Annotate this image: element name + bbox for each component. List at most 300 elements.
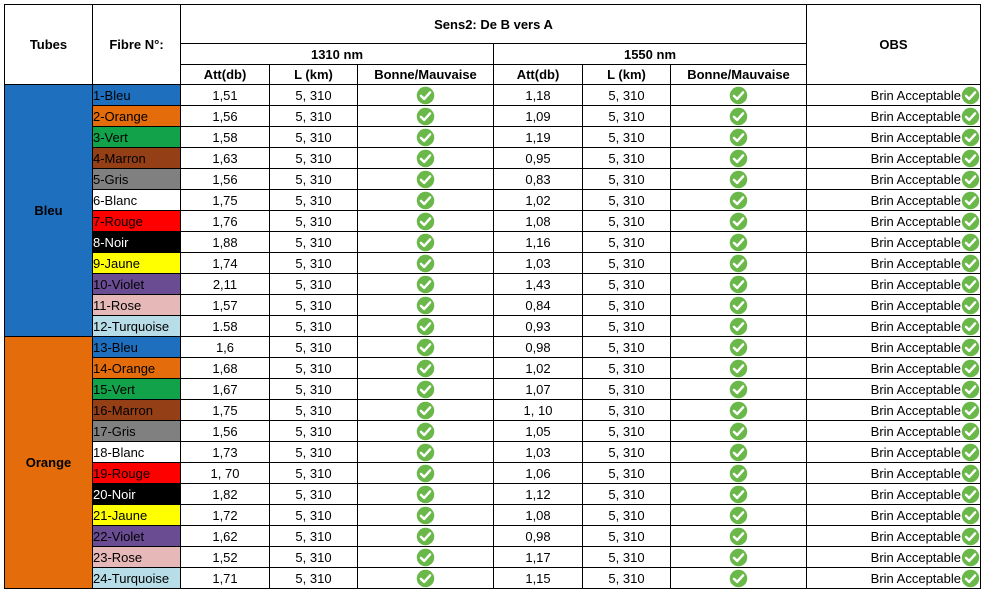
quality-1550-status — [671, 484, 807, 505]
quality-1550-status — [671, 337, 807, 358]
table-row — [5, 442, 981, 463]
att-1310-value: 1,56 — [181, 106, 270, 127]
check-circle-icon — [729, 212, 748, 231]
obs-cell — [807, 484, 981, 505]
length-1550-value: 5, 310 — [583, 316, 671, 337]
obs-text: Brin Acceptable — [870, 255, 961, 271]
obs-text: Brin Acceptable — [870, 381, 961, 397]
fiber-label: 19-Rouge — [93, 463, 181, 484]
table-row — [5, 169, 981, 190]
length-1550-value: 5, 310 — [583, 253, 671, 274]
check-circle-icon — [416, 422, 435, 441]
check-circle-icon — [961, 380, 980, 399]
obs-cell — [807, 337, 981, 358]
fiber-label: 7-Rouge — [93, 211, 181, 232]
check-circle-icon — [416, 128, 435, 147]
obs-text: Brin Acceptable — [870, 234, 961, 250]
obs-cell — [807, 316, 981, 337]
att-1550-value: 1,03 — [494, 253, 583, 274]
quality-1550-header: Bonne/Mauvaise — [671, 65, 807, 85]
obs-cell — [807, 547, 981, 568]
att-1550-value: 1,16 — [494, 232, 583, 253]
length-1310-value: 5, 310 — [270, 253, 358, 274]
obs-cell — [807, 190, 981, 211]
check-circle-icon — [416, 443, 435, 462]
check-circle-icon — [729, 401, 748, 420]
quality-1550-status — [671, 316, 807, 337]
quality-1550-status — [671, 253, 807, 274]
check-circle-icon — [416, 527, 435, 546]
fiber-label: 6-Blanc — [93, 190, 181, 211]
obs-cell — [807, 463, 981, 484]
quality-1310-status — [358, 358, 494, 379]
quality-1550-status — [671, 190, 807, 211]
obs-text: Brin Acceptable — [870, 297, 961, 313]
length-1550-value: 5, 310 — [583, 232, 671, 253]
table-row — [5, 547, 981, 568]
att-1550-value: 1,07 — [494, 379, 583, 400]
quality-1310-status — [358, 253, 494, 274]
obs-text: Brin Acceptable — [870, 465, 961, 481]
quality-1310-status — [358, 106, 494, 127]
length-1310-value: 5, 310 — [270, 358, 358, 379]
att-1310-value: 1,63 — [181, 148, 270, 169]
tube-bleu: Bleu — [5, 85, 93, 337]
table-row — [5, 400, 981, 421]
length-1550-value: 5, 310 — [583, 463, 671, 484]
obs-cell — [807, 379, 981, 400]
quality-1310-status — [358, 484, 494, 505]
att-1310-value: 1,56 — [181, 169, 270, 190]
table-row — [5, 484, 981, 505]
length-1310-value: 5, 310 — [270, 127, 358, 148]
check-circle-icon — [961, 128, 980, 147]
quality-1550-status — [671, 211, 807, 232]
table-row — [5, 379, 981, 400]
length-1310-value: 5, 310 — [270, 400, 358, 421]
check-circle-icon — [961, 86, 980, 105]
att-1550-value: 0,83 — [494, 169, 583, 190]
quality-1310-status — [358, 463, 494, 484]
obs-text: Brin Acceptable — [870, 87, 961, 103]
table-row — [5, 127, 981, 148]
check-circle-icon — [961, 464, 980, 483]
att-1550-value: 1, 10 — [494, 400, 583, 421]
fiber-label: 9-Jaune — [93, 253, 181, 274]
length-1550-value: 5, 310 — [583, 169, 671, 190]
obs-text: Brin Acceptable — [870, 528, 961, 544]
table-row — [5, 148, 981, 169]
obs-cell — [807, 274, 981, 295]
fiber-label: 10-Violet — [93, 274, 181, 295]
fiber-label: 22-Violet — [93, 526, 181, 547]
length-1550-value: 5, 310 — [583, 106, 671, 127]
obs-cell — [807, 400, 981, 421]
quality-1310-status — [358, 442, 494, 463]
att-1310-value: 1,76 — [181, 211, 270, 232]
obs-cell — [807, 85, 981, 106]
length-1310-value: 5, 310 — [270, 421, 358, 442]
att-1550-value: 1,15 — [494, 568, 583, 589]
quality-1550-status — [671, 379, 807, 400]
att-1550-value: 0,84 — [494, 295, 583, 316]
quality-1550-status — [671, 568, 807, 589]
quality-1550-status — [671, 274, 807, 295]
check-circle-icon — [961, 401, 980, 420]
att-1550-value: 1,05 — [494, 421, 583, 442]
check-circle-icon — [961, 107, 980, 126]
check-circle-icon — [961, 296, 980, 315]
length-1310-value: 5, 310 — [270, 337, 358, 358]
check-circle-icon — [961, 149, 980, 168]
check-circle-icon — [729, 275, 748, 294]
check-circle-icon — [729, 548, 748, 567]
check-circle-icon — [729, 254, 748, 273]
table-row — [5, 421, 981, 442]
quality-1310-status — [358, 295, 494, 316]
fiber-label: 11-Rose — [93, 295, 181, 316]
check-circle-icon — [729, 338, 748, 357]
check-circle-icon — [961, 170, 980, 189]
check-circle-icon — [961, 233, 980, 252]
check-circle-icon — [416, 506, 435, 525]
quality-1550-status — [671, 421, 807, 442]
quality-1550-status — [671, 463, 807, 484]
length-1310-value: 5, 310 — [270, 295, 358, 316]
obs-text: Brin Acceptable — [870, 486, 961, 502]
att-1310-value: 1,75 — [181, 190, 270, 211]
table-row — [5, 106, 981, 127]
length-1310-value: 5, 310 — [270, 232, 358, 253]
obs-cell — [807, 232, 981, 253]
obs-text: Brin Acceptable — [870, 129, 961, 145]
quality-1310-status — [358, 127, 494, 148]
obs-text: Brin Acceptable — [870, 108, 961, 124]
att-1310-value: 1,67 — [181, 379, 270, 400]
fiber-label: 1-Bleu — [93, 85, 181, 106]
att-1310-value: 1,58 — [181, 127, 270, 148]
check-circle-icon — [729, 86, 748, 105]
att-1310-value: 1,88 — [181, 232, 270, 253]
check-circle-icon — [729, 359, 748, 378]
fiber-label: 21-Jaune — [93, 505, 181, 526]
length-1310-header: L (km) — [270, 65, 358, 85]
quality-1310-status — [358, 421, 494, 442]
quality-1310-status — [358, 190, 494, 211]
check-circle-icon — [961, 317, 980, 336]
quality-1310-status — [358, 379, 494, 400]
length-1550-value: 5, 310 — [583, 442, 671, 463]
obs-cell — [807, 442, 981, 463]
obs-cell — [807, 526, 981, 547]
att-1550-value: 0,98 — [494, 526, 583, 547]
check-circle-icon — [961, 191, 980, 210]
obs-cell — [807, 148, 981, 169]
check-circle-icon — [961, 338, 980, 357]
check-circle-icon — [729, 443, 748, 462]
att-1310-value: 2,11 — [181, 274, 270, 295]
att-1550-value: 1,19 — [494, 127, 583, 148]
obs-text: Brin Acceptable — [870, 423, 961, 439]
obs-text: Brin Acceptable — [870, 570, 961, 586]
length-1310-value: 5, 310 — [270, 526, 358, 547]
att-1550-value: 1,06 — [494, 463, 583, 484]
att-1550-value: 1,17 — [494, 547, 583, 568]
quality-1550-status — [671, 358, 807, 379]
att-1310-value: 1.58 — [181, 316, 270, 337]
length-1550-value: 5, 310 — [583, 358, 671, 379]
quality-1310-status — [358, 211, 494, 232]
table-row — [5, 85, 981, 106]
check-circle-icon — [416, 380, 435, 399]
check-circle-icon — [729, 506, 748, 525]
length-1550-header: L (km) — [583, 65, 671, 85]
obs-cell — [807, 253, 981, 274]
att-1550-value: 0,95 — [494, 148, 583, 169]
obs-text: Brin Acceptable — [870, 360, 961, 376]
table-row — [5, 274, 981, 295]
check-circle-icon — [729, 527, 748, 546]
obs-text: Brin Acceptable — [870, 171, 961, 187]
quality-1550-status — [671, 526, 807, 547]
length-1550-value: 5, 310 — [583, 421, 671, 442]
att-1550-value: 1,02 — [494, 358, 583, 379]
check-circle-icon — [416, 149, 435, 168]
check-circle-icon — [416, 569, 435, 588]
att-1310-value: 1,51 — [181, 85, 270, 106]
length-1550-value: 5, 310 — [583, 337, 671, 358]
length-1550-value: 5, 310 — [583, 547, 671, 568]
tubes-header: Tubes — [5, 5, 93, 85]
obs-cell — [807, 211, 981, 232]
check-circle-icon — [961, 212, 980, 231]
quality-1310-status — [358, 400, 494, 421]
length-1550-value: 5, 310 — [583, 526, 671, 547]
wavelength-1550-header: 1550 nm — [494, 44, 807, 65]
length-1310-value: 5, 310 — [270, 274, 358, 295]
length-1310-value: 5, 310 — [270, 85, 358, 106]
quality-1310-status — [358, 148, 494, 169]
att-1310-value: 1,52 — [181, 547, 270, 568]
length-1310-value: 5, 310 — [270, 568, 358, 589]
check-circle-icon — [729, 317, 748, 336]
att-1310-value: 1,62 — [181, 526, 270, 547]
quality-1310-status — [358, 169, 494, 190]
obs-text: Brin Acceptable — [870, 507, 961, 523]
quality-1310-status — [358, 568, 494, 589]
length-1310-value: 5, 310 — [270, 547, 358, 568]
check-circle-icon — [416, 401, 435, 420]
check-circle-icon — [729, 107, 748, 126]
length-1310-value: 5, 310 — [270, 316, 358, 337]
fiber-measurement-table — [4, 4, 981, 589]
fiber-label: 3-Vert — [93, 127, 181, 148]
check-circle-icon — [416, 464, 435, 483]
table-row — [5, 190, 981, 211]
quality-1550-status — [671, 400, 807, 421]
att-1310-value: 1,68 — [181, 358, 270, 379]
check-circle-icon — [416, 338, 435, 357]
table-row — [5, 295, 981, 316]
length-1550-value: 5, 310 — [583, 127, 671, 148]
check-circle-icon — [961, 443, 980, 462]
table-row — [5, 505, 981, 526]
att-1550-value: 0,93 — [494, 316, 583, 337]
check-circle-icon — [416, 212, 435, 231]
fiber-label: 5-Gris — [93, 169, 181, 190]
att-1550-value: 1,09 — [494, 106, 583, 127]
att-1310-value: 1,71 — [181, 568, 270, 589]
length-1550-value: 5, 310 — [583, 211, 671, 232]
length-1310-value: 5, 310 — [270, 379, 358, 400]
length-1550-value: 5, 310 — [583, 148, 671, 169]
length-1550-value: 5, 310 — [583, 190, 671, 211]
length-1310-value: 5, 310 — [270, 106, 358, 127]
quality-1550-status — [671, 505, 807, 526]
quality-1550-status — [671, 295, 807, 316]
check-circle-icon — [729, 296, 748, 315]
obs-text: Brin Acceptable — [870, 444, 961, 460]
check-circle-icon — [961, 485, 980, 504]
check-circle-icon — [729, 464, 748, 483]
quality-1550-status — [671, 169, 807, 190]
length-1550-value: 5, 310 — [583, 484, 671, 505]
length-1550-value: 5, 310 — [583, 85, 671, 106]
check-circle-icon — [416, 191, 435, 210]
obs-header: OBS — [807, 5, 981, 85]
obs-text: Brin Acceptable — [870, 150, 961, 166]
att-1310-value: 1,72 — [181, 505, 270, 526]
table-body — [5, 85, 981, 589]
obs-cell — [807, 505, 981, 526]
length-1310-value: 5, 310 — [270, 484, 358, 505]
check-circle-icon — [729, 170, 748, 189]
quality-1310-status — [358, 316, 494, 337]
check-circle-icon — [961, 506, 980, 525]
att-1550-value: 1,03 — [494, 442, 583, 463]
length-1310-value: 5, 310 — [270, 505, 358, 526]
check-circle-icon — [961, 254, 980, 273]
length-1310-value: 5, 310 — [270, 148, 358, 169]
obs-text: Brin Acceptable — [870, 276, 961, 292]
fiber-label: 13-Bleu — [93, 337, 181, 358]
att-1550-value: 0,98 — [494, 337, 583, 358]
length-1310-value: 5, 310 — [270, 442, 358, 463]
length-1310-value: 5, 310 — [270, 211, 358, 232]
att-1310-value: 1,82 — [181, 484, 270, 505]
check-circle-icon — [729, 149, 748, 168]
quality-1310-status — [358, 274, 494, 295]
tube-orange: Orange — [5, 337, 93, 589]
table-row — [5, 253, 981, 274]
check-circle-icon — [416, 107, 435, 126]
table-row — [5, 232, 981, 253]
att-1550-value: 1,43 — [494, 274, 583, 295]
att-1550-value: 1,18 — [494, 85, 583, 106]
fiber-label: 18-Blanc — [93, 442, 181, 463]
fiber-label: 24-Turquoise — [93, 568, 181, 589]
check-circle-icon — [729, 485, 748, 504]
check-circle-icon — [729, 569, 748, 588]
check-circle-icon — [961, 569, 980, 588]
fiber-label: 17-Gris — [93, 421, 181, 442]
quality-1310-status — [358, 337, 494, 358]
quality-1550-status — [671, 148, 807, 169]
check-circle-icon — [729, 128, 748, 147]
att-1550-header: Att(db) — [494, 65, 583, 85]
length-1310-value: 5, 310 — [270, 190, 358, 211]
wavelength-1310-header: 1310 nm — [181, 44, 494, 65]
obs-text: Brin Acceptable — [870, 339, 961, 355]
obs-cell — [807, 127, 981, 148]
att-1310-value: 1,56 — [181, 421, 270, 442]
obs-text: Brin Acceptable — [870, 213, 961, 229]
obs-cell — [807, 568, 981, 589]
quality-1550-status — [671, 127, 807, 148]
obs-text: Brin Acceptable — [870, 192, 961, 208]
table-row — [5, 526, 981, 547]
check-circle-icon — [416, 170, 435, 189]
check-circle-icon — [729, 380, 748, 399]
check-circle-icon — [416, 359, 435, 378]
quality-1310-status — [358, 505, 494, 526]
length-1550-value: 5, 310 — [583, 505, 671, 526]
check-circle-icon — [416, 254, 435, 273]
fiber-label: 8-Noir — [93, 232, 181, 253]
obs-cell — [807, 106, 981, 127]
check-circle-icon — [416, 317, 435, 336]
att-1310-value: 1,6 — [181, 337, 270, 358]
quality-1550-status — [671, 442, 807, 463]
fiber-label: 12-Turquoise — [93, 316, 181, 337]
fibre-header: Fibre N°: — [93, 5, 181, 85]
quality-1310-status — [358, 232, 494, 253]
table-row — [5, 316, 981, 337]
att-1310-value: 1,75 — [181, 400, 270, 421]
obs-cell — [807, 358, 981, 379]
table-row — [5, 358, 981, 379]
att-1550-value: 1,02 — [494, 190, 583, 211]
obs-text: Brin Acceptable — [870, 402, 961, 418]
check-circle-icon — [729, 233, 748, 252]
check-circle-icon — [961, 548, 980, 567]
att-1550-value: 1,12 — [494, 484, 583, 505]
length-1550-value: 5, 310 — [583, 568, 671, 589]
quality-1550-status — [671, 232, 807, 253]
fiber-label: 15-Vert — [93, 379, 181, 400]
check-circle-icon — [416, 485, 435, 504]
att-1310-value: 1,73 — [181, 442, 270, 463]
fiber-label: 14-Orange — [93, 358, 181, 379]
table-row — [5, 568, 981, 589]
table-row — [5, 337, 981, 358]
fiber-label: 2-Orange — [93, 106, 181, 127]
quality-1550-status — [671, 547, 807, 568]
check-circle-icon — [416, 86, 435, 105]
obs-cell — [807, 169, 981, 190]
length-1310-value: 5, 310 — [270, 463, 358, 484]
check-circle-icon — [416, 233, 435, 252]
check-circle-icon — [961, 359, 980, 378]
quality-1550-status — [671, 106, 807, 127]
check-circle-icon — [729, 422, 748, 441]
att-1310-header: Att(db) — [181, 65, 270, 85]
fiber-label: 16-Marron — [93, 400, 181, 421]
fiber-label: 4-Marron — [93, 148, 181, 169]
check-circle-icon — [416, 548, 435, 567]
obs-cell — [807, 295, 981, 316]
obs-text: Brin Acceptable — [870, 549, 961, 565]
